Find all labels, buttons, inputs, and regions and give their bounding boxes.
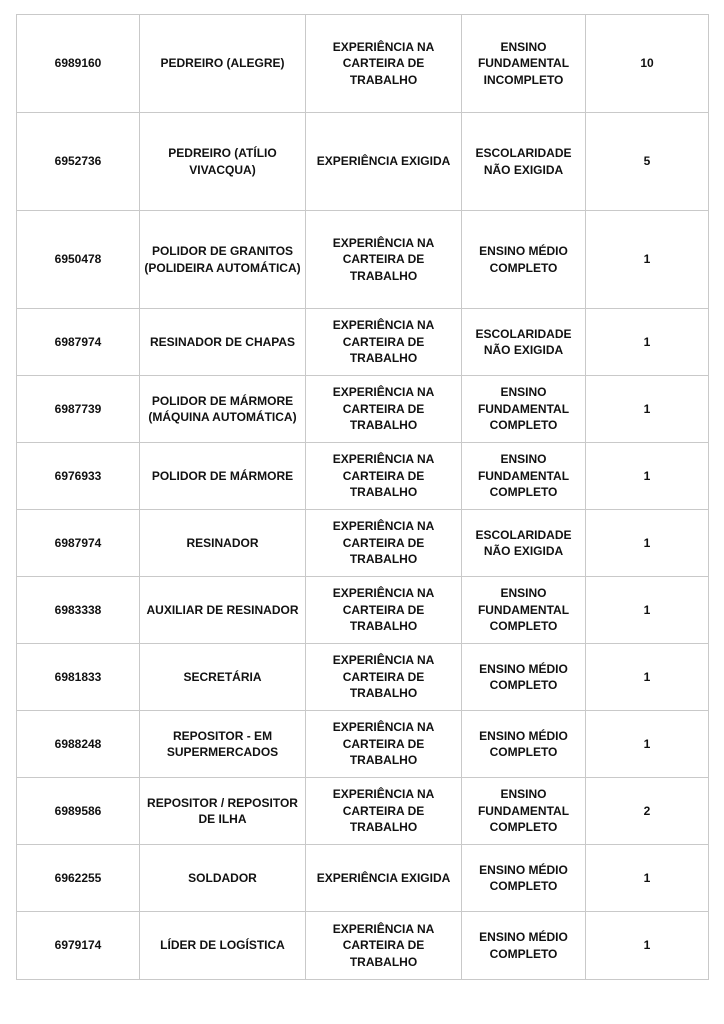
job-role: POLIDOR DE MÁRMORE [140, 443, 306, 510]
table-row [17, 644, 709, 711]
job-experience: EXPERIÊNCIA NA CARTEIRA DE TRABALHO [306, 778, 462, 845]
job-experience: EXPERIÊNCIA NA CARTEIRA DE TRABALHO [306, 711, 462, 778]
job-education: ENSINO FUNDAMENTAL COMPLETO [462, 443, 586, 510]
job-education: ENSINO MÉDIO COMPLETO [462, 711, 586, 778]
job-role: REPOSITOR / REPOSITOR DE ILHA [140, 778, 306, 845]
job-experience: EXPERIÊNCIA NA CARTEIRA DE TRABALHO [306, 912, 462, 980]
job-experience: EXPERIÊNCIA NA CARTEIRA DE TRABALHO [306, 309, 462, 376]
job-code: 6987974 [17, 510, 140, 577]
table-row [17, 577, 709, 644]
table-row [17, 510, 709, 577]
table-row [17, 711, 709, 778]
job-vacancies: 1 [586, 443, 709, 510]
table-row [17, 778, 709, 845]
job-vacancies: 5 [586, 113, 709, 211]
job-role: SOLDADOR [140, 845, 306, 912]
job-vacancies: 1 [586, 845, 709, 912]
job-role: AUXILIAR DE RESINADOR [140, 577, 306, 644]
job-role: LÍDER DE LOGÍSTICA [140, 912, 306, 980]
table-row [17, 15, 709, 113]
job-role: PEDREIRO (ATÍLIO VIVACQUA) [140, 113, 306, 211]
job-role: POLIDOR DE GRANITOS (POLIDEIRA AUTOMÁTICA) [140, 211, 306, 309]
table-row [17, 376, 709, 443]
job-role: REPOSITOR - EM SUPERMERCADOS [140, 711, 306, 778]
job-code: 6987739 [17, 376, 140, 443]
job-education: ESCOLARIDADE NÃO EXIGIDA [462, 510, 586, 577]
job-role: POLIDOR DE MÁRMORE (MÁQUINA AUTOMÁTICA) [140, 376, 306, 443]
job-vacancies: 2 [586, 778, 709, 845]
job-code: 6989160 [17, 15, 140, 113]
job-education: ENSINO MÉDIO COMPLETO [462, 845, 586, 912]
table-row [17, 113, 709, 211]
job-code: 6981833 [17, 644, 140, 711]
job-code: 6962255 [17, 845, 140, 912]
job-education: ENSINO MÉDIO COMPLETO [462, 644, 586, 711]
job-experience: EXPERIÊNCIA NA CARTEIRA DE TRABALHO [306, 644, 462, 711]
job-code: 6950478 [17, 211, 140, 309]
job-vacancies: 1 [586, 644, 709, 711]
job-vacancies: 1 [586, 711, 709, 778]
job-experience: EXPERIÊNCIA EXIGIDA [306, 113, 462, 211]
table-row [17, 211, 709, 309]
job-role: PEDREIRO (ALEGRE) [140, 15, 306, 113]
table-row [17, 309, 709, 376]
job-role: RESINADOR [140, 510, 306, 577]
job-experience: EXPERIÊNCIA NA CARTEIRA DE TRABALHO [306, 443, 462, 510]
job-code: 6952736 [17, 113, 140, 211]
job-experience: EXPERIÊNCIA NA CARTEIRA DE TRABALHO [306, 376, 462, 443]
job-vacancies: 10 [586, 15, 709, 113]
job-code: 6988248 [17, 711, 140, 778]
job-experience: EXPERIÊNCIA NA CARTEIRA DE TRABALHO [306, 15, 462, 113]
job-education: ENSINO FUNDAMENTAL INCOMPLETO [462, 15, 586, 113]
job-vacancies: 1 [586, 510, 709, 577]
job-education: ESCOLARIDADE NÃO EXIGIDA [462, 113, 586, 211]
job-vacancies: 1 [586, 577, 709, 644]
job-vacancies: 1 [586, 912, 709, 980]
job-role: SECRETÁRIA [140, 644, 306, 711]
job-code: 6976933 [17, 443, 140, 510]
job-code: 6983338 [17, 577, 140, 644]
job-education: ENSINO FUNDAMENTAL COMPLETO [462, 778, 586, 845]
job-education: ENSINO MÉDIO COMPLETO [462, 912, 586, 980]
job-code: 6979174 [17, 912, 140, 980]
table-row [17, 912, 709, 980]
job-experience: EXPERIÊNCIA NA CARTEIRA DE TRABALHO [306, 510, 462, 577]
job-education: ENSINO FUNDAMENTAL COMPLETO [462, 577, 586, 644]
job-experience: EXPERIÊNCIA NA CARTEIRA DE TRABALHO [306, 577, 462, 644]
table-row [17, 845, 709, 912]
job-experience: EXPERIÊNCIA EXIGIDA [306, 845, 462, 912]
job-education: ENSINO FUNDAMENTAL COMPLETO [462, 376, 586, 443]
job-education: ENSINO MÉDIO COMPLETO [462, 211, 586, 309]
job-code: 6987974 [17, 309, 140, 376]
job-vacancies: 1 [586, 376, 709, 443]
job-vacancies: 1 [586, 211, 709, 309]
job-experience: EXPERIÊNCIA NA CARTEIRA DE TRABALHO [306, 211, 462, 309]
job-code: 6989586 [17, 778, 140, 845]
job-vacancies-table [16, 14, 709, 980]
table-row [17, 443, 709, 510]
job-education: ESCOLARIDADE NÃO EXIGIDA [462, 309, 586, 376]
job-role: RESINADOR DE CHAPAS [140, 309, 306, 376]
job-vacancies: 1 [586, 309, 709, 376]
